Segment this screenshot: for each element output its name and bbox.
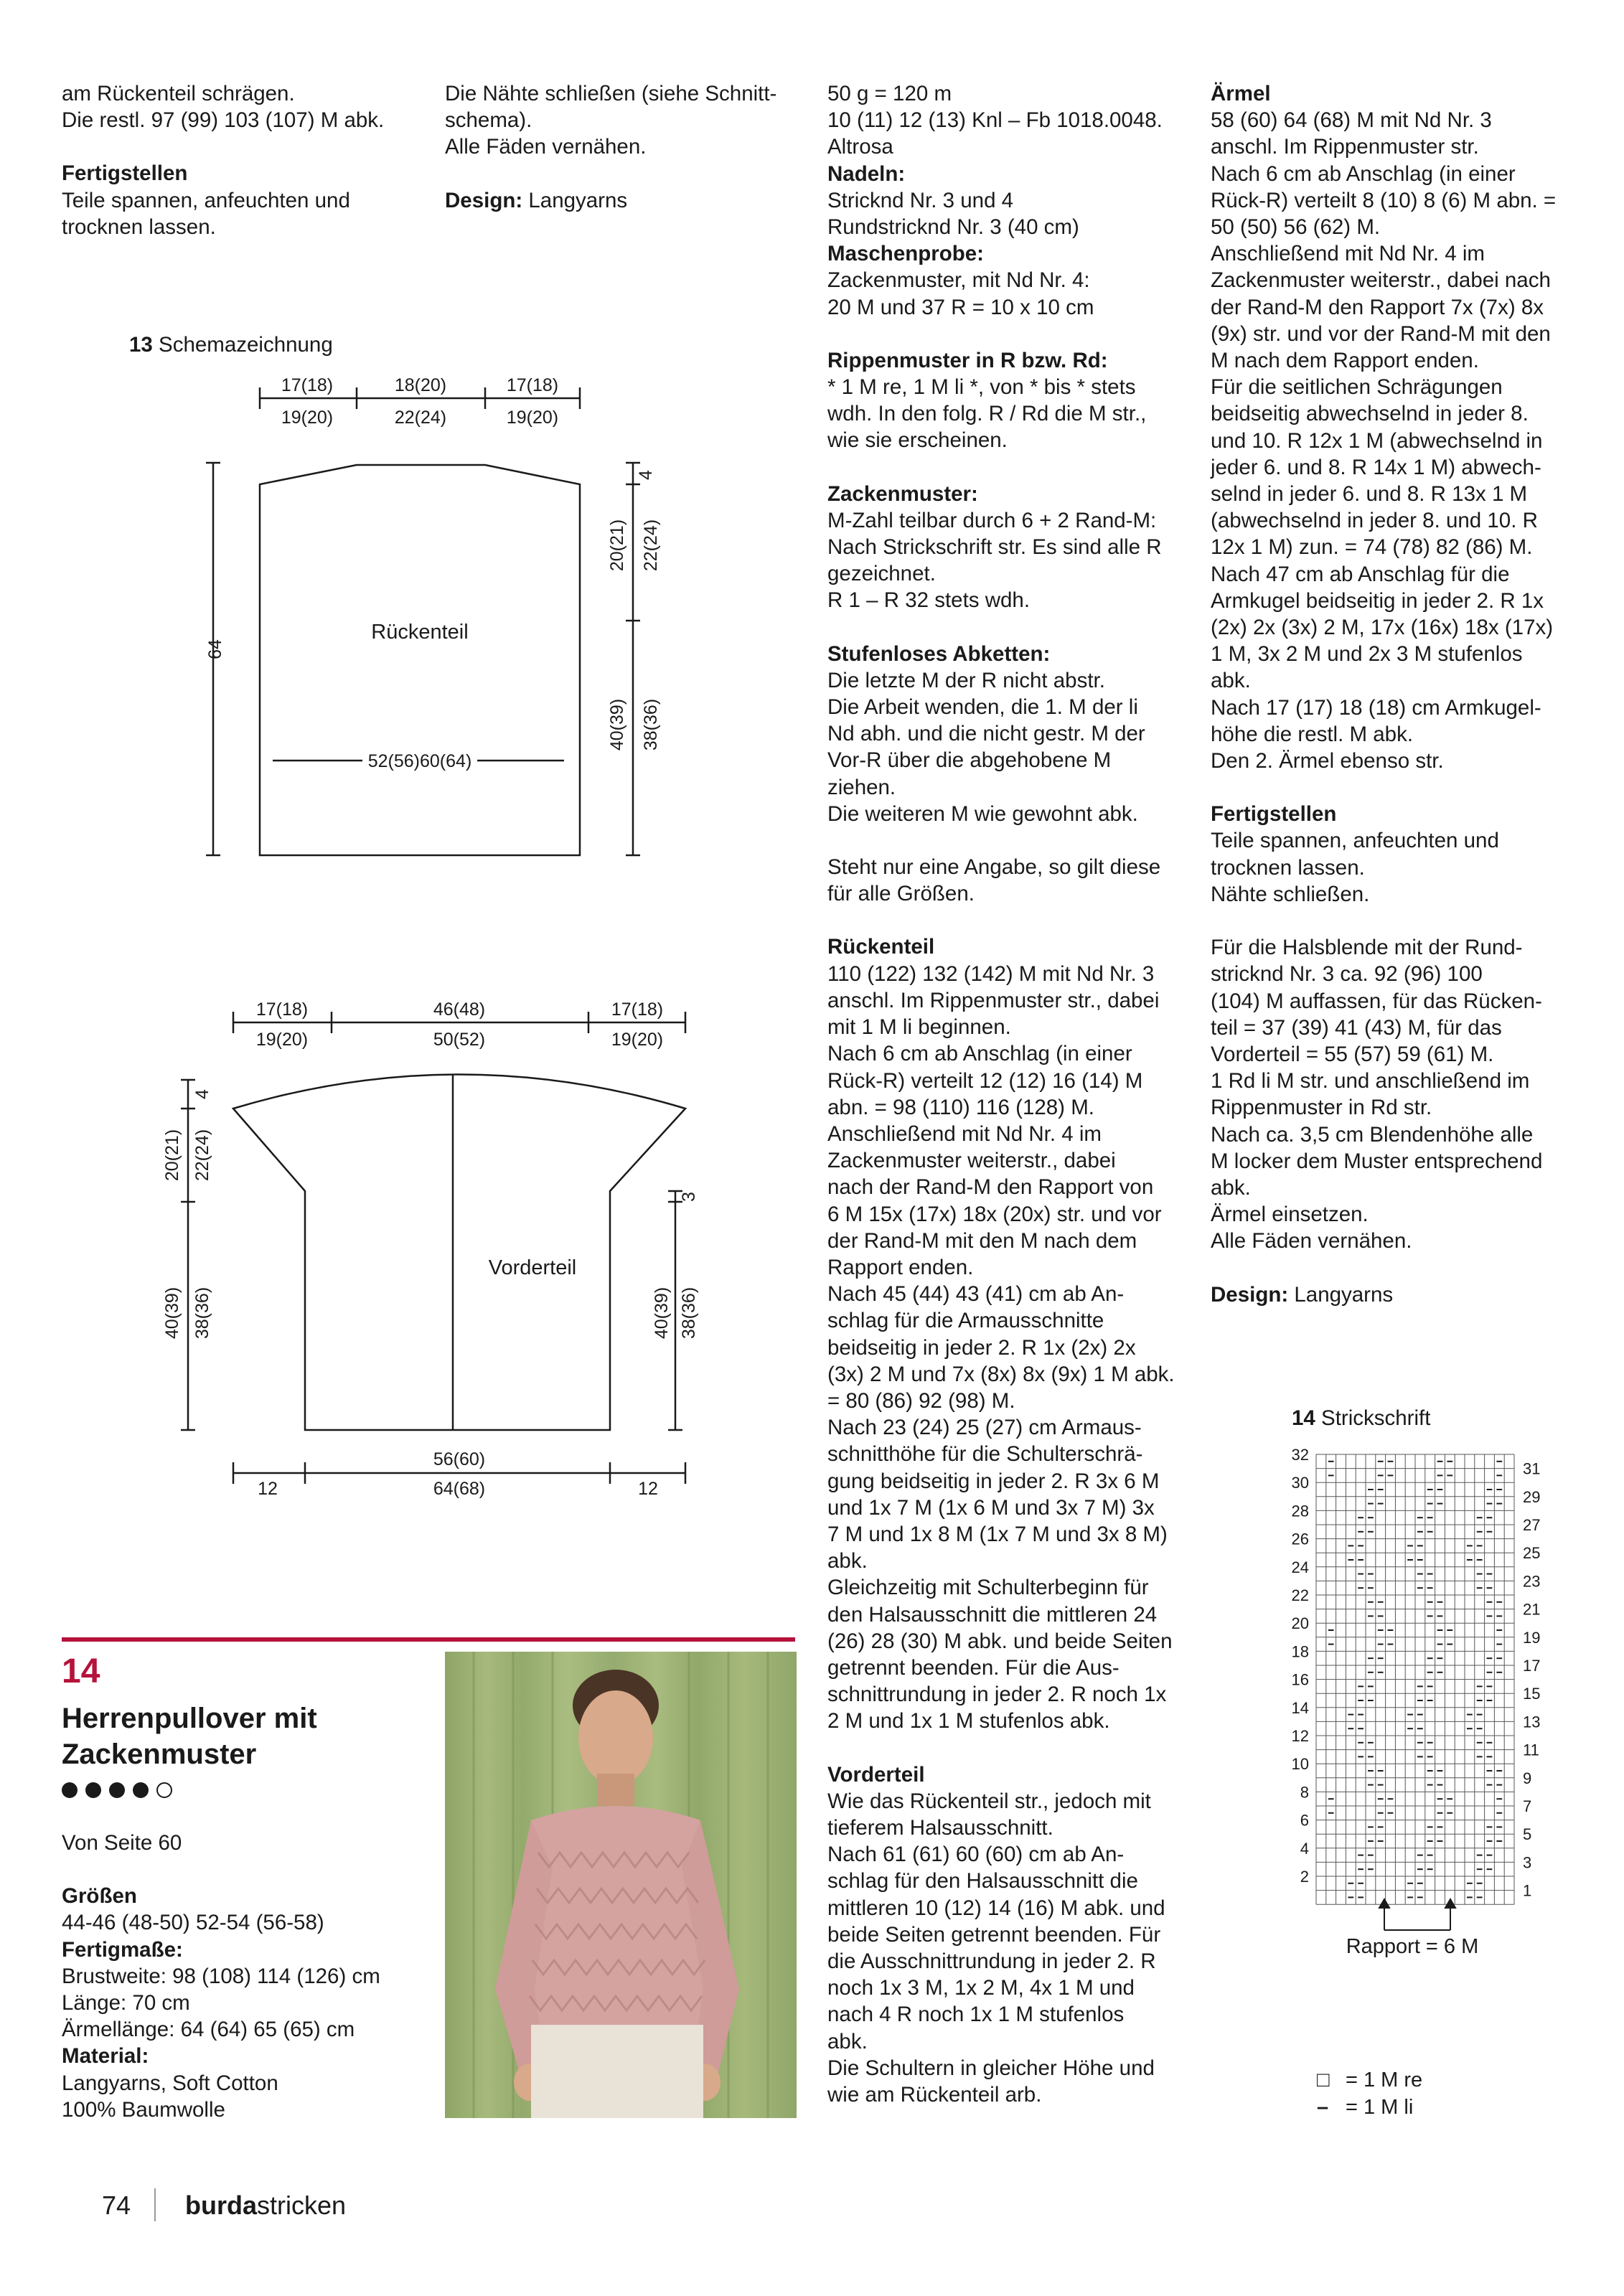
front-top-mid-a: 46(48) [433,999,486,1020]
page-number: 74 [102,2191,131,2220]
heading-rippenmuster: Rippenmuster in R bzw. Rd: [827,348,1108,372]
chart-row-number: 2 [1300,1868,1309,1886]
text-fertigstellen: Teile spannen, anfeuchten und trocknen lassen. [62,188,350,239]
pattern-number: 14 [62,1652,100,1690]
chart-row-number: 12 [1291,1727,1309,1745]
pattern-info [62,1830,435,2123]
text-groessen: 44-46 (48-50) 52-54 (56-58) [62,1911,324,1935]
text-maschenprobe: Zackenmuster, mit Nd Nr. 4: 20 M und 37 R = 10 x 10 cm [827,268,1094,319]
text-vorderteil: Wie das Rückenteil str., jedoch mit tieferem Halsausschnitt. Nach 61 (61) 60 (60) cm ab An- schlag für den Halsausschnitt die mittleren 10 (12) 14 (16) M abk. und beide Seiten getrennt beenden. Für die Ausschnittrundung in jeder 2. R noch 1x 3 M, 1x 2 M, 4x 1 M und nach 4 R noch 1x 1 M stufenlos abk. Die Schultern in gleicher Höhe und wie am Rückenteil arb. [827,1789,1165,2107]
chart-row-number: 15 [1523,1685,1541,1703]
text-abketten: Die letzte M der R nicht abstr. Die Arbeit wenden, die 1. M der li Nd abh. und die nicht gestr. M der Vor-R über die abgehobene M ziehen. Die weiteren M wie gewohnt abk. [827,668,1145,826]
chart-row-number: 4 [1300,1839,1309,1858]
chart-caption-text: Strickschrift [1315,1406,1431,1430]
chart-row-number: 17 [1523,1657,1541,1675]
difficulty-dot-filled [85,1782,101,1798]
chart-row-number: 13 [1523,1713,1541,1731]
front-side-left-a: 40(39) [162,1286,182,1340]
chart-row-number: 18 [1291,1642,1309,1661]
front-top-left-b: 19(20) [255,1030,309,1050]
back-top-right-a: 17(18) [506,375,559,395]
front-top-right-b: 19(20) [611,1030,664,1050]
difficulty-dot-filled [133,1782,149,1798]
stitch-chart [1249,1439,1557,1984]
column-3 [827,80,1201,2108]
magazine-brand [185,2191,346,2221]
heading-fertigmasse: Fertigmaße: [62,1937,183,1962]
text-rippenmuster: * 1 M re, 1 M li *, von * bis * stets wdh. In den folg. R / Rd die M str., wie sie erscheinen. [827,375,1147,453]
heading-aermel: Ärmel [1211,82,1271,105]
chart-row-number: 23 [1523,1572,1541,1591]
text-nadeln: Stricknd Nr. 3 und 4 Rundstricknd Nr. 3 (40 cm) [827,188,1079,240]
chart-row-number: 14 [1291,1698,1309,1717]
chart-row-number: 32 [1291,1446,1309,1464]
front-bottom-left: 12 [258,1479,278,1499]
heading-vorderteil: Vorderteil [827,1762,925,1787]
heading-abketten: Stufenloses Abketten: [827,641,1051,666]
legend-knit-glyph: □ [1317,2069,1330,2092]
back-armhole-b: 22(24) [641,519,661,572]
chart-legend [1317,2066,1422,2121]
heading-fertigstellen-2: Fertigstellen [1211,802,1337,827]
front-side-right-b: 38(36) [679,1286,699,1340]
front-cap: 4 [192,1089,212,1099]
difficulty-dot-empty [156,1782,172,1798]
back-top-left-b: 19(20) [281,408,334,428]
back-top-left-a: 17(18) [281,375,334,395]
front-bottom-mid-a: 56(60) [433,1449,486,1469]
heading-zackenmuster: Zackenmuster: [827,481,978,506]
text-fertigmasse: Brustweite: 98 (108) 114 (126) cm Länge: 70 cm Ärmellänge: 64 (64) 65 (65) cm [62,1964,380,2042]
front-top-mid-b: 50(52) [433,1030,486,1050]
front-bottom-right: 12 [638,1479,658,1499]
text-halsblende: Für die Halsblende mit der Rund- stricknd Nr. 3 ca. 92 (96) 100 (104) M auffassen, für das Rücken- teil = 37 (39) 41 (43) M, für das Vorderteil = 55 (57) 59 (61) M. 1 Rd li M str. und anschließend im Rippenmuster in Rd str. Nach ca. 3,5 cm Blendenhöhe alle M locker dem Muster entsprechend abk. Ärmel einsetzen. Alle Fäden vernähen. [1211,936,1543,1253]
chart-row-number: 27 [1523,1516,1541,1534]
front-armhole-a: 20(21) [162,1129,182,1182]
back-shoulder: 4 [636,470,656,480]
chart-row-number: 1 [1523,1881,1532,1900]
heading-groessen: Größen [62,1884,137,1909]
chart-row-number: 7 [1523,1797,1532,1815]
chart-row-number: 11 [1523,1741,1539,1759]
text-material: Langyarns, Soft Cotton 100% Baumwolle [62,2071,278,2122]
pattern-divider [62,1637,795,1642]
chart-row-number: 16 [1291,1670,1309,1689]
difficulty-rating [62,1782,180,1802]
heading-maschenprobe: Maschenprobe: [827,242,985,266]
front-label: Vorderteil [488,1256,577,1279]
chart-row-number: 19 [1523,1628,1541,1647]
front-top-left-a: 17(18) [255,999,309,1020]
legend-knit-text: = 1 M re [1346,2069,1423,2092]
model-photo [445,1652,797,2118]
text-yarn: 50 g = 120 m 10 (11) 12 (13) Knl – Fb 1018.0048. Altrosa [827,82,1163,159]
chart-row-number: 3 [1523,1853,1532,1872]
brand-rest: stricken [257,2191,347,2220]
text-fertigstellen-2: Teile spannen, anfeuchten und trocknen lassen. Nähte schließen. [1211,829,1499,906]
legend-purl-glyph: – [1317,2096,1329,2119]
back-top-mid-a: 18(20) [394,375,447,395]
text-zackenmuster: M-Zahl teilbar durch 6 + 2 Rand-M: Nach Strickschrift str. Es sind alle R gezeichnet. R 1 – R 32 stets wdh. [827,508,1162,613]
back-top-right-b: 19(20) [506,408,559,428]
chart-row-number: 8 [1300,1783,1309,1802]
heading-rueckenteil: Rückenteil [827,935,935,959]
text-hinweis: Steht nur eine Angabe, so gilt diese für alle Größen. [827,855,1161,906]
back-height: 64 [205,639,225,659]
back-side-b: 38(36) [641,698,661,751]
footer-separator [154,2188,156,2221]
chart-row-number: 20 [1291,1614,1309,1633]
text-rueckenteil: 110 (122) 132 (142) M mit Nd Nr. 3 anschl. Im Rippenmuster str., dabei mit 1 M li beginnen. Nach 6 cm ab Anschlag (in einer Rück-R) verteilt 12 (12) 16 (14) M abn. = 98 (110) 116 (128) M. Anschließend mit Nd Nr. 4 im Zackenmuster weiterstr., dabei nach der Rand-M den Rapport von 6 M 15x (17x) 18x (20x) str. und vor der Rand-M mit den M nach dem Rapport enden. Nach 45 (44) 43 (41) cm ab An- schlag für die Armausschnitte beidseitig in jeder 2. R 1x (2x) 2x (3x) 2 M und 7x (8x) 8x (9x) 1 M abk. = 80 (86) 92 (98) M. Nach 23 (24) 25 (27) cm Armaus- schnitthöhe für die Schulterschrä- gung beidseitig in jeder 2. R 3x 6 M und 1x 7 M (1x 6 M und 3x 7 M) 3x 7 M und 1x 8 M (1x 7 M und 3x 8 M) abk. Gleichzeitig mit Schulterbeginn für den Halsausschnitt die mittleren 24 (26) 28 (30) M abk. und beide Seiten getrennt beenden. Für die Aus- schnittrundung in jeder 2. R noch 1x 2 M und 1x 1 M stufenlos abk. [827,961,1175,1733]
chart-row-number: 31 [1523,1459,1541,1478]
brand-bold: burda [185,2191,258,2220]
chart-row-number: 30 [1291,1474,1309,1492]
chart-rapport: Rapport = 6 M [1346,1935,1479,1958]
chart-row-number: 26 [1291,1530,1309,1548]
difficulty-dot-filled [62,1782,78,1798]
legend-purl-text: = 1 M li [1346,2096,1414,2119]
back-label: Rückenteil [371,621,469,644]
chart-row-number: 29 [1523,1487,1541,1506]
design-label: Design: [445,188,523,212]
design-value-2: Langyarns [1288,1282,1394,1307]
column-4 [1211,80,1584,1308]
model-photo-art [445,1652,797,2118]
pattern-title: Herrenpullover mit Zackenmuster [62,1703,317,1770]
front-bottom-mid-b: 64(68) [433,1479,486,1499]
front-top-right-a: 17(18) [611,999,664,1020]
heading-material: Material: [62,2044,149,2069]
chart-caption [1292,1406,1430,1431]
heading-nadeln: Nadeln: [827,161,906,186]
difficulty-dot-filled [109,1782,125,1798]
chart-row-number: 6 [1300,1811,1309,1830]
design-label-2: Design: [1211,1282,1289,1307]
chart-row-number: 22 [1291,1586,1309,1604]
front-schematic [0,0,811,1578]
chart-row-number: 21 [1523,1600,1541,1619]
chart-row-number: 24 [1291,1558,1309,1576]
chart-row-number: 25 [1523,1544,1541,1563]
text-seams: Die Nähte schließen (siehe Schnitt- schema). Alle Fäden vernähen. [445,82,777,159]
design-value: Langyarns [522,188,628,212]
schema-caption-text: Schemazeichnung [152,333,333,357]
back-width: 52(56)60(64) [367,751,472,771]
front-armhole-b: 22(24) [192,1129,212,1182]
schema-caption-number: 13 [129,333,153,357]
back-top-mid-b: 22(24) [394,408,447,428]
legend-purl [1317,2094,1422,2121]
back-armhole-a: 20(21) [607,519,627,572]
chart-row-number: 5 [1523,1825,1532,1844]
front-side-left-b: 38(36) [192,1286,212,1340]
chart-row-number: 28 [1291,1502,1309,1520]
legend-knit [1317,2066,1422,2094]
text-aermel: 58 (60) 64 (68) M mit Nd Nr. 3 anschl. Im Rippenmuster str. Nach 6 cm ab Anschlag (in einer Rück-R) verteilt 8 (10) 8 (6) M abn. = 50 (50) 56 (62) M. Anschließend mit Nd Nr. 4 im Zackenmuster weiterstr., dabei nach der Rand-M den Rapport 7x (7x) 8x (9x) str. und vor der Rand-M mit den M nach dem Rapport enden. Für die seitlichen Schrägungen beidseitig abwechselnd in jeder 8. und 10. R 12x 1 M (abwechselnd in jeder 6. und 8. R 14x 1 M) abwech- selnd in jeder 6. und 8. R 13x 1 M (abwechselnd in jeder 8. und 10. R 12x 1 M) zun. = 74 (78) 82 (86) M. Nach 47 cm ab Anschlag für die Armkugel beidseitig in jeder 2. R 1x (2x) 2x (3x) 2 M, 17x (16x) 18x (17x) 1 M, 3x 2 M und 2x 3 M stufenlos abk. Nach 17 (17) 18 (18) cm Armkugel- höhe die restl. M abk. Den 2. Ärmel ebenso str. [1211,108,1557,773]
front-side-right-a: 40(39) [652,1286,672,1340]
chart-row-number: 10 [1291,1755,1309,1774]
design-credit-2 [1211,1281,1584,1308]
back-side-a: 40(39) [607,698,627,751]
front-right-small: 3 [679,1192,699,1202]
from-page: Von Seite 60 [62,1831,182,1855]
chart-row-number: 9 [1523,1769,1532,1787]
heading-fertigstellen: Fertigstellen [62,161,188,186]
text-back-finish: am Rückenteil schrägen. Die restl. 97 (99) 103 (107) M abk. [62,82,385,133]
chart-caption-number: 14 [1292,1406,1315,1430]
